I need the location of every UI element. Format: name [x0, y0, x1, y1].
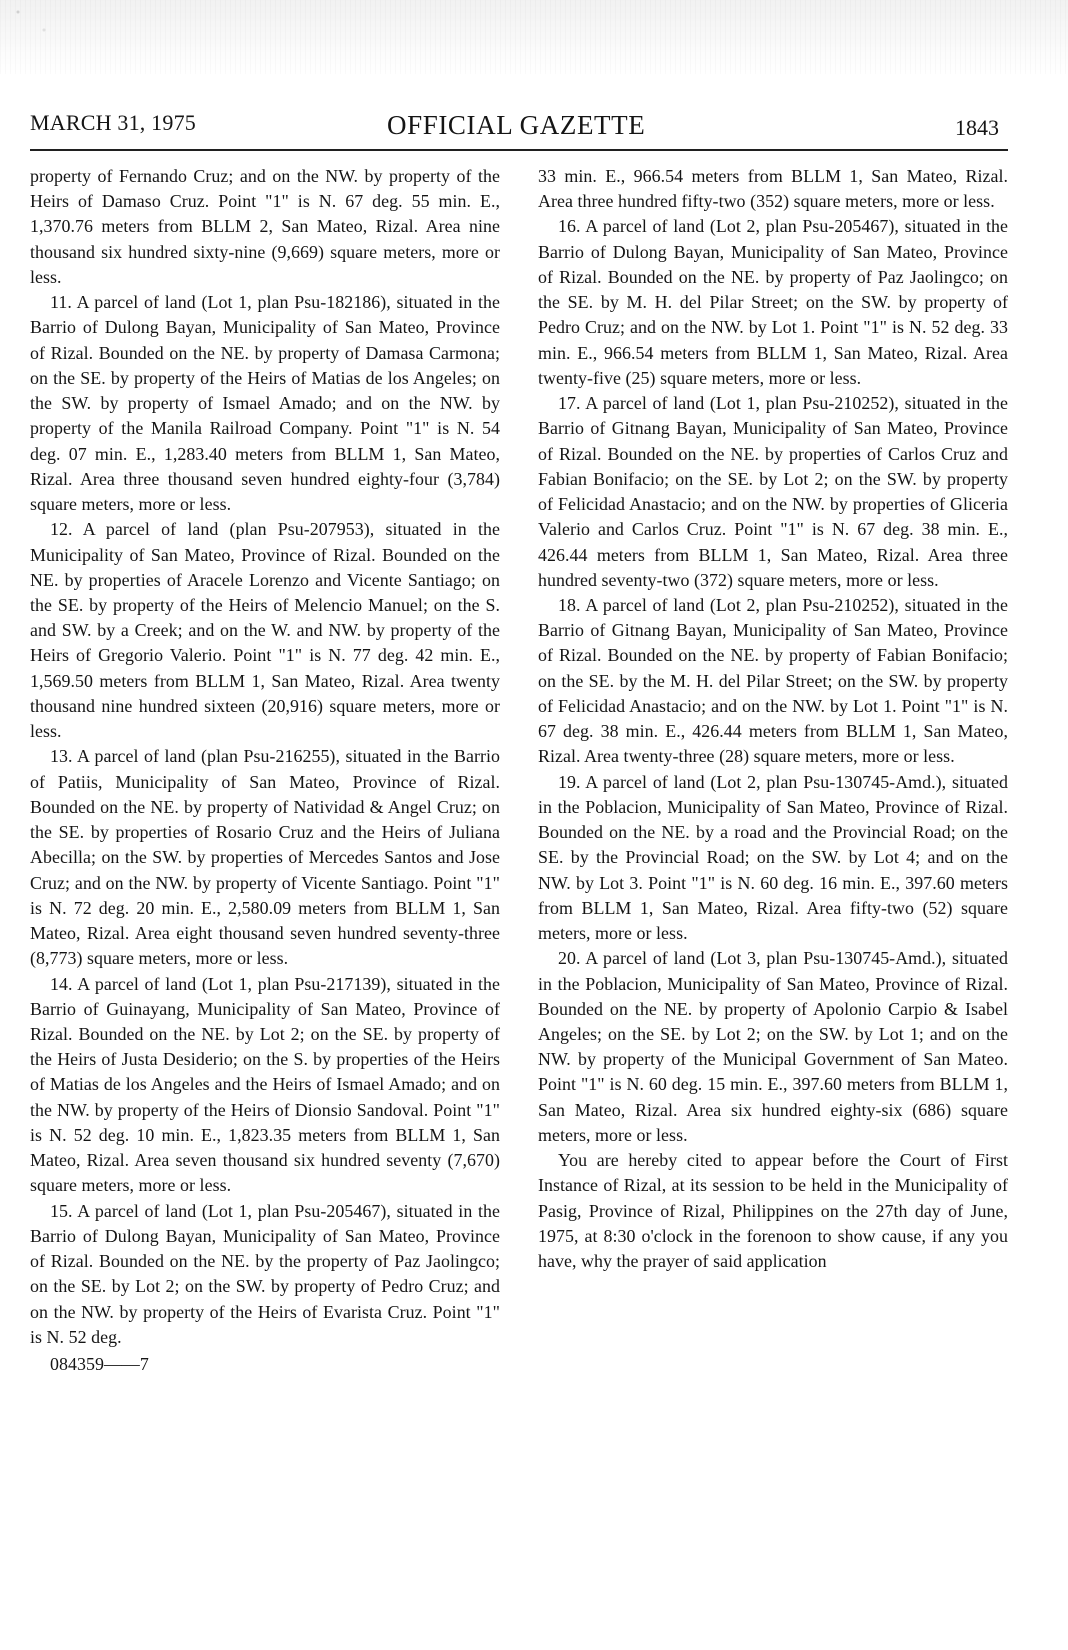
parcel-12-description: 12. A parcel of land (plan Psu-207953), situated in the Municipality of San Mateo, Province of Rizal. Bounded on the NE. by properties of Aracele Lorenzo and Vicente Santiago; on the SE. by property of the Heirs of Melencio Manuel; on the S. and SW. by a Creek; and on the W. and NW. by property of the Heirs of Gregorio Valerio. Point "1" is N. 77 deg. 42 min. E., 1,569.50 meters from BLLM 1, San Mateo, Rizal. Area twenty thousand nine hundred sixteen (20,916) square meters, more or less.: [30, 519, 500, 742]
right-paragraph-continued: 33 min. E., 966.54 meters from BLLM 1, San Mateo, Rizal. Area three hundred fifty-two (352) square meters, more or less.: [538, 166, 1008, 212]
parcel-13-description: 13. A parcel of land (plan Psu-216255), situated in the Barrio of Patiis, Municipality of San Mateo, Province of Rizal. Bounded on the NE. by property of Natividad & Angel Cruz; on the SE. by properties of Rosario Cruz and the Heirs of Juliana Abecilla; on the SW. by properties of Mercedes Santos and Jose Cruz; and on the NW. by property of Vicente Santiago. Point "1" is N. 72 deg. 20 min. E., 2,580.09 meters from BLLM 1, San Mateo, Rizal. Area eight thousand seven hundred seventy-three (8,773) square meters, more or less.: [30, 746, 500, 969]
page-number: 1843: [955, 115, 999, 140]
court-citation-paragraph: You are hereby cited to appear before the Court of First Instance of Rizal, at its session to be held in the Municipality of Pasig, Province of Rizal, Philippines on the 27th day of June, 1975, at 8:30 o'clock in the forenoon to show cause, if any you have, why the prayer of said application: [538, 1150, 1008, 1272]
parcel-17-description: 17. A parcel of land (Lot 1, plan Psu-210252), situated in the Barrio of Gitnang Bayan, Municipality of San Mateo, Province of Rizal. Bounded on the NE. by properties of Carlos Cruz and Fabian Bonifacio; on the SE. by Lot 2; on the SW. by property of Felicidad Anastacio; and on the NW. by properties of Gliceria Valerio and Carlos Cruz. Point "1" is N. 67 deg. 38 min. E., 426.44 meters from BLLM 1, San Mateo, Rizal. Area three hundred seventy-two (372) square meters, more or less.: [538, 393, 1008, 590]
parcel-19-description: 19. A parcel of land (Lot 2, plan Psu-130745-Amd.), situated in the Poblacion, Municipality of San Mateo, Province of Rizal. Bounded on the NE. by a road and the Provincial Road; on the SE. by the Provincial Road; on the SW. by Lot 4; and on the NW. by Lot 3. Point "1" is N. 60 deg. 16 min. E., 397.60 meters from BLLM 1, San Mateo, Rizal. Area fifty-two (52) square meters, more or less.: [538, 771, 1008, 944]
left-text-column: [30, 164, 500, 1634]
page-header: [0, 0, 1068, 160]
parcel-15-description: 15. A parcel of land (Lot 1, plan Psu-205467), situated in the Barrio of Dulong Bayan, Municipality of San Mateo, Province of Rizal. Bounded on the NE. by the property of Paz Jaolingco; on the SE. by Lot 2; on the SW. by property of Pedro Cruz; and on the NW. by property of the Heirs of Evarista Cruz. Point "1" is N. 52 deg.: [30, 1200, 500, 1347]
parcel-16-description: 16. A parcel of land (Lot 2, plan Psu-205467), situated in the Barrio of Dulong Bayan, Municipality of San Mateo, Province of Rizal. Bounded on the NE. by property of Paz Jaolingco; on the SE. by M. H. del Pilar Street; on the SW. by property of Pedro Cruz; and on the NW. by Lot 1. Point "1" is N. 52 deg. 33 min. E., 966.54 meters from BLLM 1, San Mateo, Rizal. Area twenty-five (25) square meters, more or less.: [538, 216, 1008, 388]
header-rule: [30, 149, 1008, 151]
parcel-11-description: 11. A parcel of land (Lot 1, plan Psu-182186), situated in the Barrio of Dulong Bayan, Municipality of San Mateo, Province of Rizal. Bounded on the NE. by property of Damasa Carmona; on the SE. by property of the Heirs of Matias de los Angeles; on the SW. by property of Ismael Amado; and on the NW. by property of the Manila Railroad Company. Point "1" is N. 54 deg. 07 min. E., 1,283.40 meters from BLLM 1, San Mateo, Rizal. Area three thousand seven hundred eighty-four (3,784) square meters, more or less.: [30, 292, 500, 515]
publication-title: OFFICIAL GAZETTE: [387, 110, 646, 140]
parcel-18-description: 18. A parcel of land (Lot 2, plan Psu-210252), situated in the Barrio of Gitnang Bayan, Municipality of San Mateo, Province of Rizal. Bounded on the NE. by property of Fabian Bonifacio; on the SE. by the M. H. del Pilar Street; on the SW. by property of Felicidad Anastacio; and on the NW. by Lot 1. Point "1" is N. 67 deg. 38 min. E., 426.44 meters from BLLM 1, San Mateo, Rizal. Area twenty-three (28) square meters, more or less.: [538, 594, 1008, 767]
document-code: 084359——7: [50, 1354, 149, 1375]
parcel-14-description: 14. A parcel of land (Lot 1, plan Psu-217139), situated in the Barrio of Guinayang, Municipality of San Mateo, Province of Rizal. Bounded on the NE. by Lot 2; on the SE. by property of the Heirs of Justa Desiderio; on the S. by properties of the Heirs of Matias de los Angeles and the Heirs of Ismael Amado; and on the NW. by property of the Heirs of Dionsio Sandoval. Point "1" is N. 52 deg. 10 min. E., 1,823.35 meters from BLLM 1, San Mateo, Rizal. Area seven thousand six hundred seventy (7,670) square meters, more or less.: [30, 973, 500, 1196]
issue-date: MARCH 31, 1975: [30, 110, 196, 135]
left-paragraph-continued: property of Fernando Cruz; and on the NW. by property of the Heirs of Damaso Cruz. Point "1" is N. 67 deg. 55 min. E., 1,370.76 meters from BLLM 2, San Mateo, Rizal. Area nine thousand six hundred sixty-nine (9,669) square meters, more or less.: [30, 166, 500, 287]
right-text-column: [538, 164, 1008, 1634]
parcel-20-description: 20. A parcel of land (Lot 3, plan Psu-130745-Amd.), situated in the Poblacion, Municipality of San Mateo, Province of Rizal. Bounded on the NE. by property of Apolonio Carpio & Isabel Angeles; on the SE. by Lot 2; on the SW. by Lot 1; and on the NW. by property of the Municipal Government of San Mateo. Point "1" is N. 60 deg. 15 min. E., 397.60 meters from BLLM 1, San Mateo, Rizal. Area six hundred eighty-six (686) square meters, more or less.: [538, 948, 1008, 1145]
